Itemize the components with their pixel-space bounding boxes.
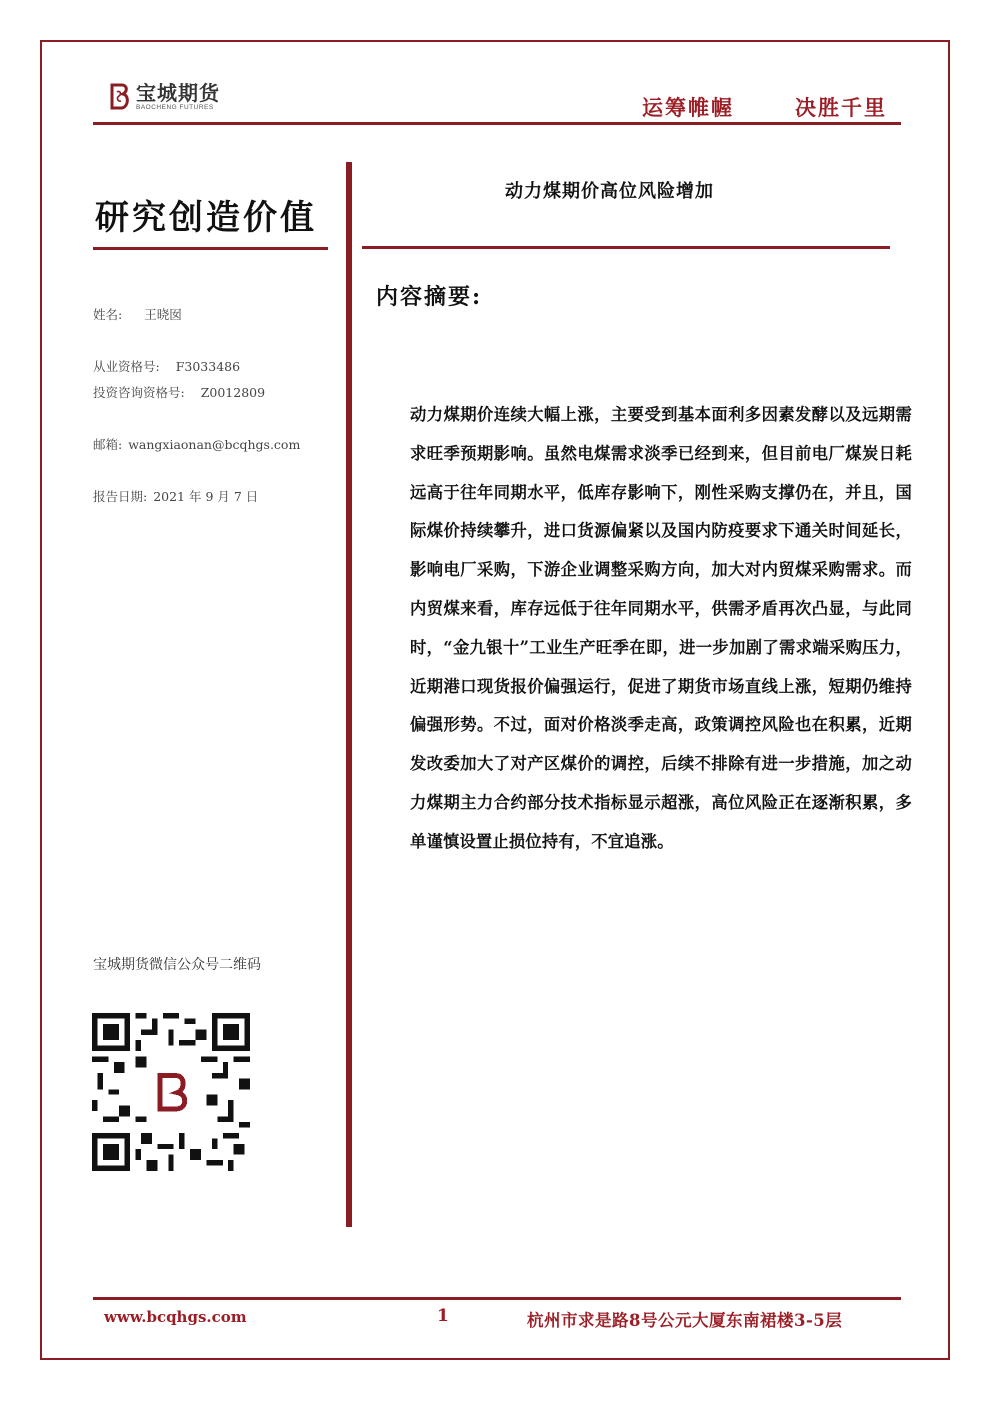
invest-advisory-row: [93, 383, 265, 401]
company-address: 杭州市求是路8号公元大厦东南裙楼3-5层: [527, 1311, 843, 1330]
report-date-value: 2021 年 9 月 7 日: [153, 489, 259, 504]
website-link[interactable]: www.bcqhgs.com: [104, 1308, 247, 1326]
abstract-text: 动力煤期价连续大幅上涨，主要受到基本面利多因素发酵以及远期需求旺季预期影响。虽然电煤需求淡季已经到来，但目前电厂煤炭日耗远高于往年同期水平，低库存影响下，刚性采购支撑仍在，并且，国际煤价持续攀升，进口货源偏紧以及国内防疫要求下通关时间延长，影响电厂采购，下游企业调整采购方向，加大对内贸煤采购需求。而内贸煤来看，库存远低于往年同期水平，供需矛盾再次凸显，与此同时，“金九银十”工业生产旺季在即，进一步加剧了需求端采购压力，近期港口现货报价偏强运行，促进了期货市场直线上涨，短期仍维持偏强形势。不过，面对价格淡季走高，政策调控风险也在积累，近期发改委加大了对产区煤价的调控，后续不排除有进一步措施，加之动力煤期主力合约部分技术指标显示超涨，高位风险正在逐渐积累，多单谨慎设置止损位持有，不宜追涨。: [410, 405, 912, 851]
email-value[interactable]: wangxiaonan@bcqhgs.com: [128, 437, 301, 452]
logo-english-name: BAOCHENG FUTURES: [136, 103, 214, 111]
baocheng-logo-icon: [108, 82, 132, 112]
section-title: 内容摘要:: [376, 284, 483, 310]
logo-chinese-name: 宝城期货: [136, 80, 220, 105]
cert-number-value: F3033486: [175, 359, 241, 374]
email-row: [93, 435, 300, 453]
author-name-label: 姓名:: [93, 307, 123, 322]
email-label: 邮箱:: [93, 437, 123, 452]
document-title: 动力煤期价高位风险增加: [505, 181, 714, 202]
author-name-value: 王晓囡: [144, 307, 182, 322]
cert-number-label: 从业资格号:: [93, 359, 160, 374]
header-divider: [93, 122, 901, 125]
footer-divider: [93, 1297, 901, 1300]
page-number: 1: [437, 1306, 449, 1326]
author-name-row: [93, 305, 182, 323]
slogan-left: 运筹帷幄: [642, 95, 734, 120]
slogan-right: 决胜千里: [795, 95, 887, 120]
qr-caption: 宝城期货微信公众号二维码: [93, 957, 261, 973]
invest-advisory-value: Z0012809: [200, 385, 266, 400]
sidebar-title-divider: [93, 247, 328, 250]
title-divider: [362, 246, 890, 249]
wechat-qr-code-icon: [92, 1013, 250, 1171]
invest-advisory-label: 投资咨询资格号:: [93, 385, 185, 400]
company-logo: [108, 80, 220, 114]
cert-number-row: [93, 357, 240, 375]
report-date-label: 报告日期:: [93, 489, 148, 504]
sidebar-title: 研究创造价值: [95, 198, 317, 238]
column-divider: [346, 162, 352, 1227]
report-date-row: [93, 487, 258, 505]
